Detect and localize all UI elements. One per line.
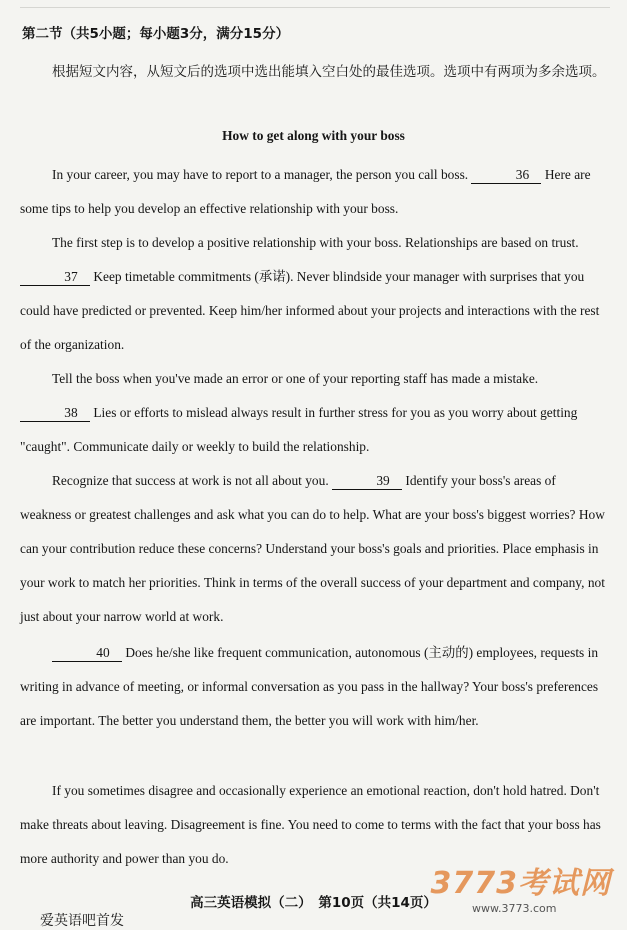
paragraph-text-before: The first step is to develop a positive relationship with your boss. Relationships are based on trust. <box>52 235 579 250</box>
blank-37: 37 <box>20 269 90 286</box>
paragraph-text-before: Tell the boss when you've made an error or one of your reporting staff has made a mistake. <box>52 371 539 386</box>
paragraph-2 <box>20 226 610 362</box>
paragraph-1 <box>20 158 610 226</box>
passage-title: How to get along with your boss <box>222 128 405 143</box>
paragraph-5 <box>20 636 610 738</box>
watermark-url: www.3773.com <box>472 902 557 915</box>
credit-text: 爱英语吧首发 <box>40 913 124 929</box>
top-rule <box>20 7 610 8</box>
blank-40: 40 <box>52 645 122 662</box>
paragraph-text-after: Identify your boss's areas of weakness or greatest challenges and ask what you can do to help. What are your boss's biggest worries? How can your contribution reduce these concerns? Understand your boss's goals and priorities. Place emphasis in your work to match her priorities. Think in terms of the overall success of your department and company, not just about your narrow world at work. <box>20 473 605 624</box>
paragraph-text-before: If you sometimes disagree and occasionally experience an emotional reaction, don't hold hatred. Don't make threats about leaving. Disagreement is fine. You need to come to terms with the fact that your boss has more authority and power than you do. <box>20 783 601 866</box>
paragraph-text-after: Does he/she like frequent communication, autonomous (主动的) employees, requests in writing in advance of meeting, or informal conversation as you pass in the hallway? Your boss's preferences are important. The better you understand them, the better you will work with him/her. <box>20 645 599 728</box>
section-heading: 第二节（共5小题；每小题3分，满分15分） <box>22 26 290 42</box>
blank-39: 39 <box>332 473 402 490</box>
blank-38: 38 <box>20 405 90 422</box>
page-footer: 高三英语模拟（二） 第10页（共14页） <box>190 895 437 911</box>
instructions: 根据短文内容，从短文后的选项中选出能填入空白处的最佳选项。选项中有两项为多余选项。 <box>52 64 606 80</box>
paragraph-text-after: Here are some tips to help you develop an effective relationship with your boss. <box>20 167 591 216</box>
paragraph-text-after: Lies or efforts to mislead always result in further stress for you as you worry about getting "caught". Communicate daily or weekly to build the relationship. <box>20 405 578 454</box>
paragraph-4 <box>20 464 610 634</box>
paragraph-3 <box>20 362 610 464</box>
paragraph-text-after: Keep timetable commitments (承诺). Never blindside your manager with surprises that you could have predicted or prevented. Keep him/her informed about your projects and interactions with the rest of the organization. <box>20 269 600 352</box>
watermark-logo: 3773考试网 <box>430 866 611 901</box>
blank-36: 36 <box>471 167 541 184</box>
paragraph-text-before: In your career, you may have to report to a manager, the person you call boss. <box>52 167 469 182</box>
paragraph-text-before: Recognize that success at work is not all about you. <box>52 473 329 488</box>
